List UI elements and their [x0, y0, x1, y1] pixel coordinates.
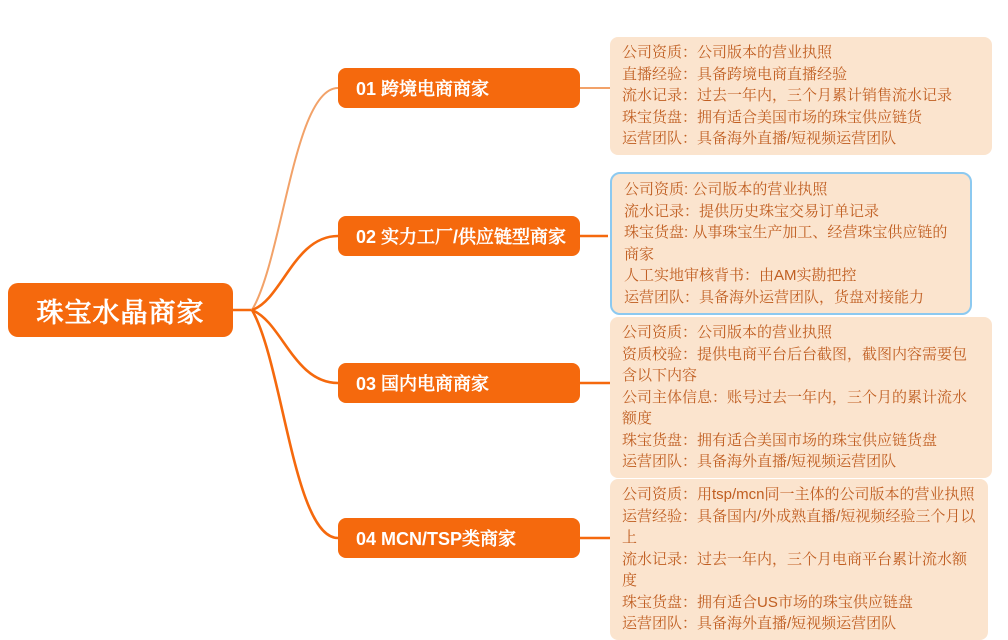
branch-topic-label: 01 跨境电商商家 — [356, 79, 490, 99]
detail-line: 直播经验：具备跨境电商直播经验 — [622, 65, 848, 83]
branch-topic-01[interactable] — [338, 68, 580, 108]
detail-topic-01[interactable] — [610, 37, 992, 155]
branch-topic-label: 02 实力工厂/供应链型商家 — [356, 227, 567, 247]
detail-topic-03[interactable] — [610, 317, 992, 478]
connector-root-branch1 — [252, 88, 338, 310]
detail-topic-02-selected[interactable] — [610, 172, 972, 315]
detail-line: 公司主体信息：账号过去一年内，三个月的累计流水额度 — [622, 388, 968, 427]
root-topic[interactable] — [8, 283, 233, 337]
branch-topic-04[interactable] — [338, 518, 580, 558]
detail-line: 资质校验：提供电商平台后台截图，截图内容需要包含以下内容 — [622, 345, 968, 384]
detail-line: 珠宝货盘：拥有适合美国市场的珠宝供应链货 — [622, 108, 923, 126]
detail-line: 运营团队：具备海外直播/短视频运营团队 — [622, 615, 897, 632]
branch-topic-label: 03 国内电商商家 — [356, 374, 490, 394]
detail-line: 运营团队：具备海外直播/短视频运营团队 — [622, 130, 897, 147]
connector-root-branch3 — [252, 310, 338, 383]
connector-root-branch4 — [252, 310, 338, 538]
connector-root-branch2 — [252, 236, 338, 310]
detail-line: 公司资质: 公司版本的营业执照 — [624, 181, 828, 198]
branch-topic-label: 04 MCN/TSP类商家 — [356, 529, 517, 549]
detail-line: 流水记录：提供历史珠宝交易订单记录 — [624, 202, 880, 220]
detail-line: 运营团队：具备海外直播/短视频运营团队 — [622, 453, 897, 470]
detail-line: 流水记录：过去一年内，三个月累计销售流水记录 — [622, 87, 953, 104]
detail-line: 珠宝货盘: 从事珠宝生产加工、经营珠宝供应链的商家 — [624, 224, 948, 263]
detail-line: 公司资质：公司版本的营业执照 — [622, 44, 833, 61]
detail-topic-04[interactable] — [610, 479, 988, 640]
detail-line: 运营经验：具备国内/外成熟直播/短视频经验三个月以上 — [622, 507, 976, 546]
branch-topic-03[interactable] — [338, 363, 580, 403]
branch-topic-02[interactable] — [338, 216, 580, 256]
root-topic-label: 珠宝水晶商家 — [36, 297, 205, 328]
detail-line: 流水记录：过去一年内，三个月电商平台累计流水额度 — [622, 550, 968, 589]
detail-line: 公司资质：公司版本的营业执照 — [622, 324, 833, 341]
detail-line: 珠宝货盘：拥有适合美国市场的珠宝供应链货盘 — [622, 431, 938, 449]
detail-line: 人工实地审核背书：由AM实勘把控 — [624, 267, 857, 284]
detail-line: 珠宝货盘：拥有适合US市场的珠宝供应链盘 — [622, 593, 913, 611]
detail-line: 运营团队：具备海外运营团队，货盘对接能力 — [624, 288, 925, 306]
detail-line: 公司资质：用tsp/mcn同一主体的公司版本的营业执照 — [622, 486, 975, 503]
